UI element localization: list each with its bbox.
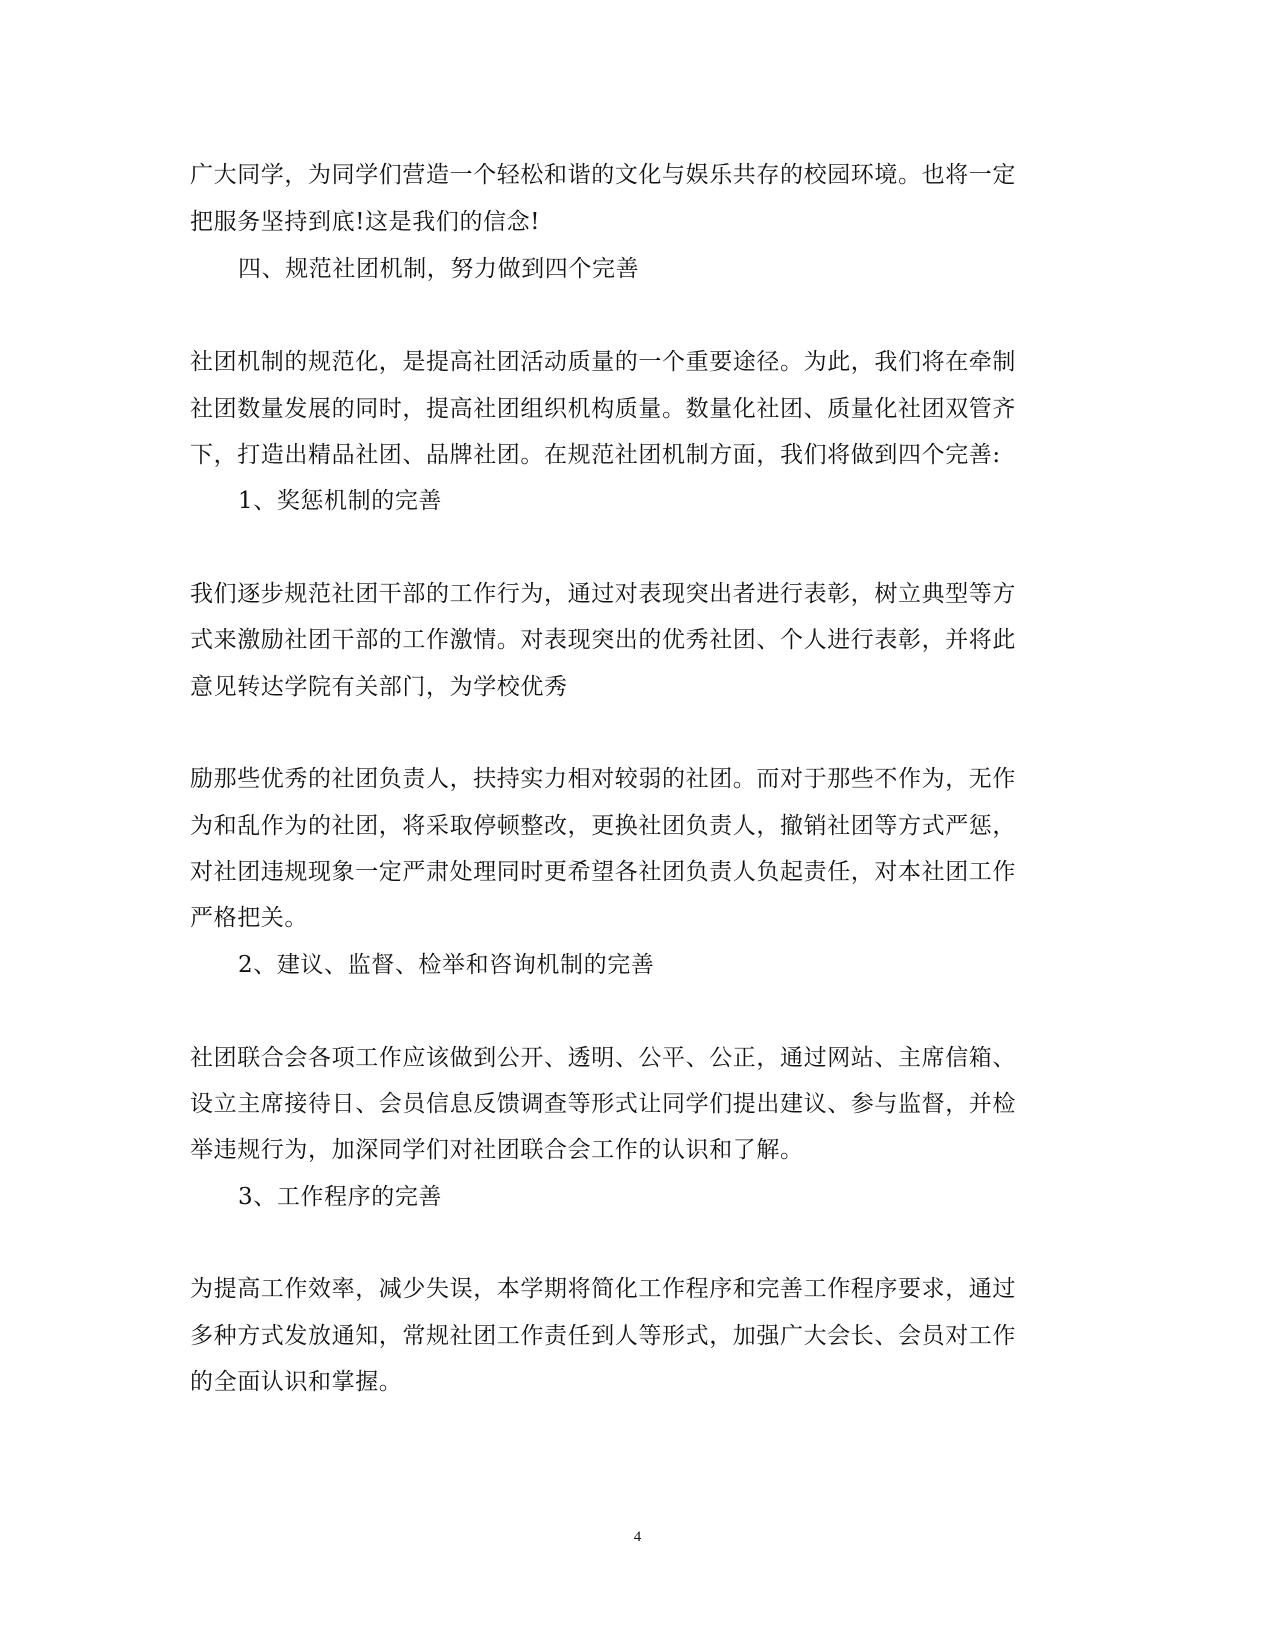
body-line: 举违规行为，加深同学们对社团联合会工作的认识和了解。	[190, 1137, 804, 1163]
body-line: 广大同学，为同学们营造一个轻松和谐的文化与娱乐共存的校园环境。也将一定	[190, 162, 1016, 188]
body-line: 严格把关。	[190, 905, 308, 931]
body-line: 下，打造出精品社团、品牌社团。在规范社团机制方面，我们将做到四个完善:	[190, 442, 1001, 468]
body-line: 社团联合会各项工作应该做到公开、透明、公平、公正，通过网站、主席信箱、	[190, 1045, 1016, 1071]
body-line: 我们逐步规范社团干部的工作行为，通过对表现突出者进行表彰，树立典型等方	[190, 581, 1016, 607]
section-heading: 四、规范社团机制，努力做到四个完善	[238, 256, 640, 282]
body-line: 社团数量发展的同时，提高社团组织机构质量。数量化社团、质量化社团双管齐	[190, 396, 1016, 422]
body-line: 为和乱作为的社团，将采取停顿整改，更换社团负责人，撤销社团等方式严惩，	[190, 813, 1016, 839]
body-line: 式来激励社团干部的工作激情。对表现突出的优秀社团、个人进行表彰，并将此	[190, 627, 1016, 653]
body-line: 多种方式发放通知，常规社团工作责任到人等形式，加强广大会长、会员对工作	[190, 1323, 1016, 1349]
subsection-heading: 2、建议、监督、检举和咨询机制的完善	[238, 952, 655, 978]
body-line: 设立主席接待日、会员信息反馈调查等形式让同学们提出建议、参与监督，并检	[190, 1091, 1016, 1117]
body-line: 意见转达学院有关部门，为学校优秀	[190, 674, 568, 700]
body-line: 社团机制的规范化，是提高社团活动质量的一个重要途径。为此，我们将在牵制	[190, 349, 1016, 375]
body-line: 为提高工作效率，减少失误，本学期将简化工作程序和完善工作程序要求，通过	[190, 1276, 1016, 1302]
body-line: 对社团违规现象一定严肃处理同时更希望各社团负责人负起责任，对本社团工作	[190, 859, 1016, 885]
body-line: 把服务坚持到底!这是我们的信念!	[190, 209, 541, 235]
body-line: 的全面认识和掌握。	[190, 1369, 403, 1395]
body-line: 励那些优秀的社团负责人，扶持实力相对较弱的社团。而对于那些不作为，无作	[190, 766, 1016, 792]
page-number: 4	[633, 1529, 642, 1545]
subsection-heading: 1、奖惩机制的完善	[238, 488, 443, 514]
subsection-heading: 3、工作程序的完善	[238, 1184, 443, 1210]
